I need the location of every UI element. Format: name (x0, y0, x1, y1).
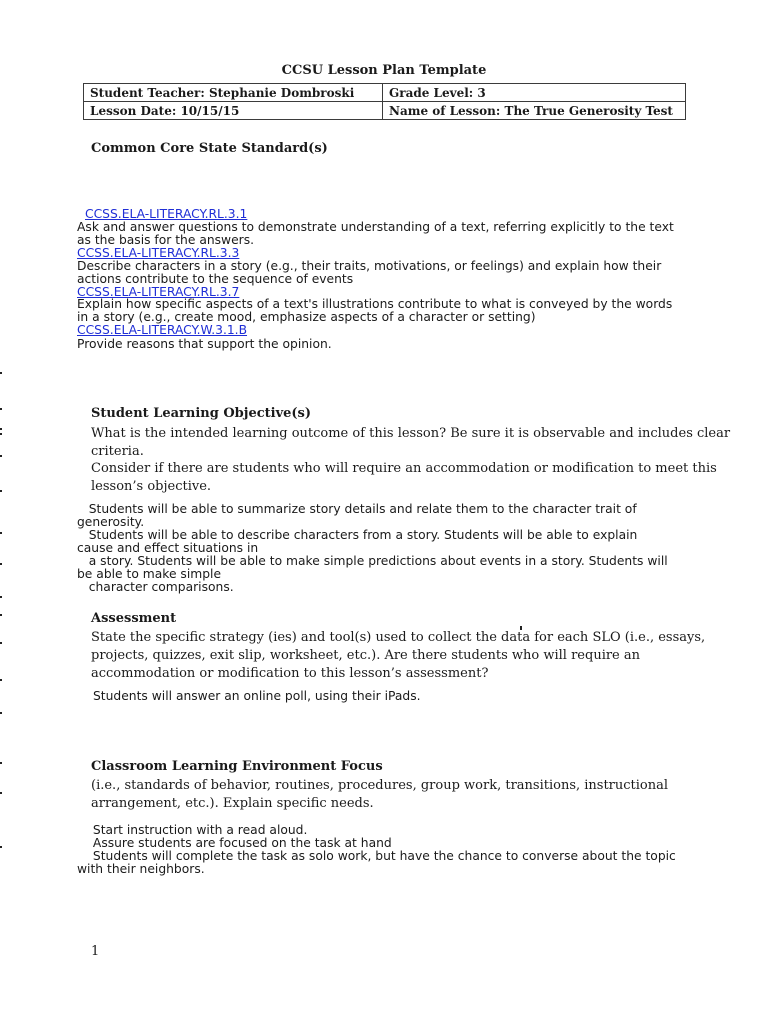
margin-mark (0, 408, 2, 410)
objectives-answer-line: a story. Students will be able to make simple predictions about events in a story. Students will (77, 554, 668, 568)
assessment-answer: Students will answer an online poll, using their iPads. (93, 689, 421, 703)
objectives-prompt-line: Consider if there are students who will require an accommodation or modification to meet this (91, 461, 717, 476)
margin-mark (0, 490, 2, 492)
standard-text-line: Explain how specific aspects of a text's illustrations contribute to what is conveyed by the words (77, 297, 673, 311)
margin-mark (0, 712, 2, 714)
environment-heading: Classroom Learning Environment Focus (91, 759, 383, 774)
margin-mark (0, 679, 2, 681)
objectives-prompt-line: criteria. (91, 444, 144, 459)
margin-mark (0, 563, 2, 565)
objectives-answer-line: Students will be able to summarize story details and relate them to the character trait of (77, 502, 637, 516)
objectives-answer-line: generosity. (77, 515, 145, 529)
environment-answer-line: Start instruction with a read aloud. (89, 823, 308, 837)
standard-text-line: Describe characters in a story (e.g., their traits, motivations, or feelings) and explain how their (77, 259, 662, 273)
table-row (84, 84, 686, 102)
assessment-heading: Assessment (91, 611, 177, 626)
margin-mark (0, 372, 2, 374)
margin-mark (0, 792, 2, 794)
standard-link-rl-3-1[interactable]: CCSS.ELA-LITERACY.RL.3.1 (85, 207, 248, 221)
table-row (84, 102, 686, 120)
margin-mark (0, 614, 2, 616)
grade-level-cell: Grade Level: 3 (383, 84, 686, 102)
margin-mark (0, 455, 2, 457)
page-number: 1 (91, 944, 100, 959)
assessment-prompt-line: accommodation or modification to this lesson’s assessment? (91, 666, 489, 681)
lesson-date-cell: Lesson Date: 10/15/15 (84, 102, 383, 120)
environment-answer-line: with their neighbors. (77, 862, 205, 876)
lesson-name-cell: Name of Lesson: The True Generosity Test (383, 102, 686, 120)
lesson-header-table (83, 83, 686, 120)
assessment-prompt-line: projects, quizzes, exit slip, worksheet, etc.). Are there students who will require an (91, 648, 641, 663)
standard-text-line: Ask and answer questions to demonstrate understanding of a text, referring explicitly to the text (77, 220, 674, 234)
margin-mark (0, 846, 2, 848)
environment-prompt-line: arrangement, etc.). Explain specific needs. (91, 796, 374, 811)
document-title: CCSU Lesson Plan Template (281, 63, 487, 78)
objectives-prompt-line: lesson’s objective. (91, 479, 212, 494)
margin-mark (0, 642, 2, 644)
objectives-answer-line: be able to make simple (77, 567, 222, 581)
objectives-answer-line: character comparisons. (77, 580, 234, 594)
objectives-prompt-line: What is the intended learning outcome of this lesson? Be sure it is observable and includes clear (91, 426, 731, 441)
standard-link-rl-3-3[interactable]: CCSS.ELA-LITERACY.RL.3.3 (77, 246, 240, 260)
margin-mark (0, 433, 2, 435)
objectives-answer-line: Students will be able to describe characters from a story. Students will be able to explain (77, 528, 638, 542)
standard-text-line: in a story (e.g., create mood, emphasize aspects of a character or setting) (77, 310, 536, 324)
assessment-prompt-line: State the specific strategy (ies) and tool(s) used to collect the data for each SLO (i.e., essays, (91, 630, 706, 645)
margin-mark (0, 762, 2, 764)
standard-text-line: actions contribute to the sequence of events (77, 272, 354, 286)
margin-mark (0, 428, 2, 430)
standard-link-rl-3-7[interactable]: CCSS.ELA-LITERACY.RL.3.7 (77, 285, 240, 299)
standards-heading: Common Core State Standard(s) (91, 141, 328, 156)
standard-text-line: Provide reasons that support the opinion. (77, 337, 332, 351)
stray-mark (520, 626, 522, 630)
standard-link-w-3-1-b[interactable]: CCSS.ELA-LITERACY.W.3.1.B (77, 323, 248, 337)
margin-mark (0, 532, 2, 534)
environment-answer-line: Students will complete the task as solo work, but have the chance to converse about the topic (89, 849, 676, 863)
student-teacher-cell: Student Teacher: Stephanie Dombroski (84, 84, 383, 102)
environment-answer-line: Assure students are focused on the task at hand (89, 836, 392, 850)
objectives-heading: Student Learning Objective(s) (91, 406, 312, 421)
objectives-answer-line: cause and effect situations in (77, 541, 259, 555)
standard-text-line: as the basis for the answers. (77, 233, 255, 247)
environment-prompt-line: (i.e., standards of behavior, routines, procedures, group work, transitions, instructional (91, 778, 669, 793)
margin-mark (0, 596, 2, 598)
